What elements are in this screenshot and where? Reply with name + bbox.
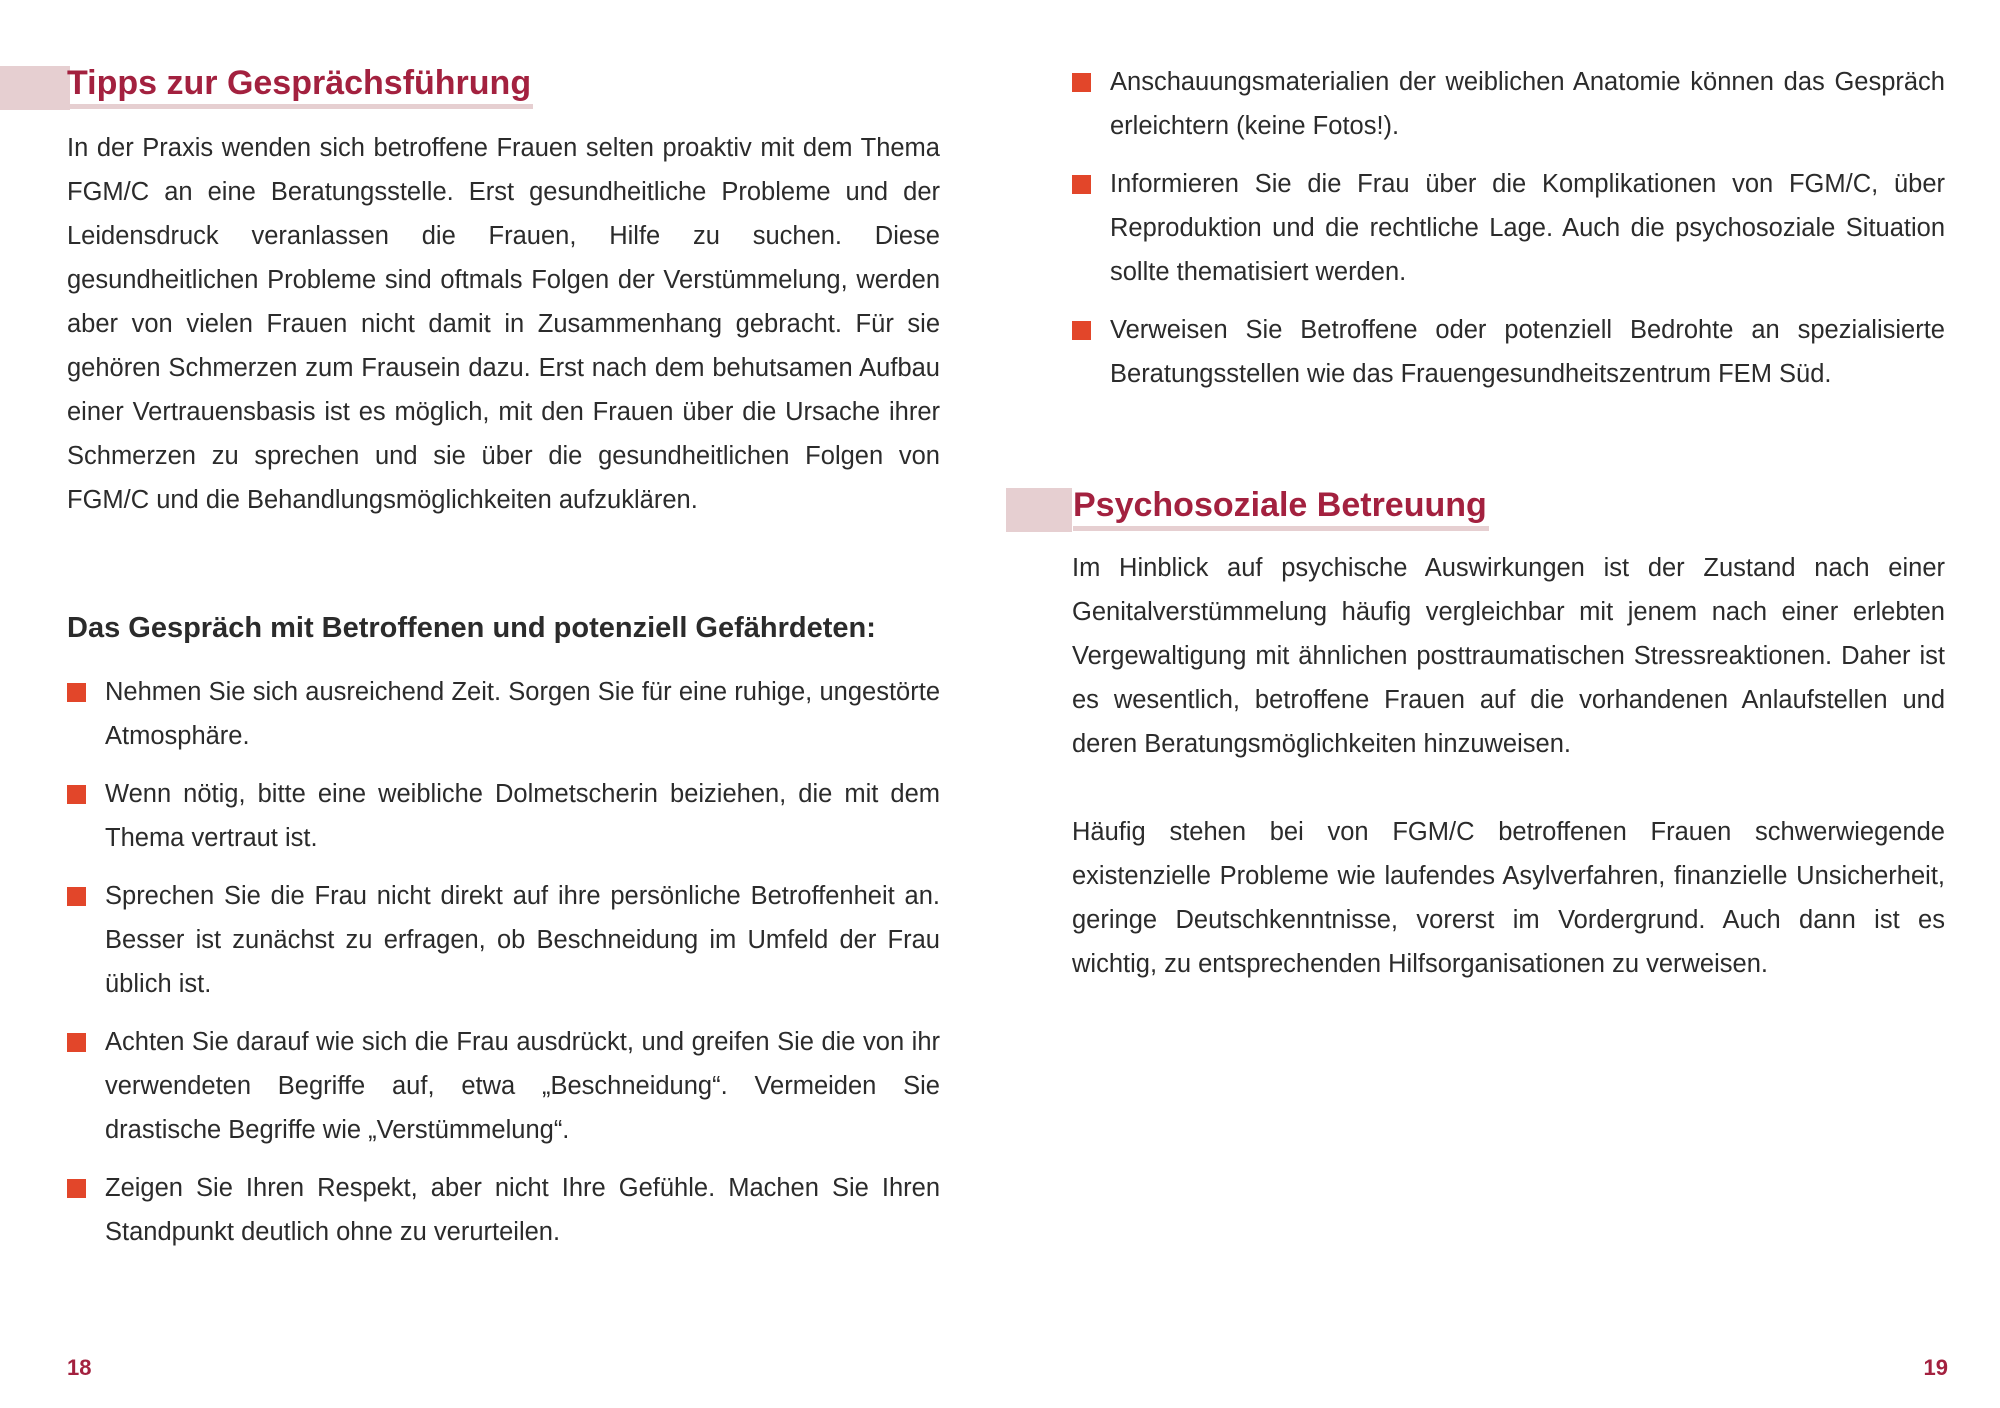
bullet-text: Wenn nötig, bitte eine weibliche Dolmetscherin beiziehen, die mit dem Thema vertraut ist. [105, 780, 940, 852]
subheading-gespraech: Das Gespräch mit Betroffenen und potenziell Gefährdeten: [67, 612, 876, 644]
left-bullet-list [67, 670, 940, 1268]
list-item [67, 874, 940, 1006]
bullet-square-icon [67, 785, 86, 804]
psychosocial-paragraph-2: Häufig stehen bei von FGM/C betroffenen Frauen schwerwiegende existenzielle Probleme wie laufendes Asylverfahren, finanzielle Unsicherheit, geringe Deutschkenntnisse, vorerst im Vordergrund. Auch dann ist es wichtig, zu entsprechenden Hilfsorganisationen zu verweisen. [1072, 818, 1945, 978]
list-item [67, 1020, 940, 1152]
bullet-square-icon [1072, 321, 1091, 340]
left-heading-block [0, 62, 532, 112]
list-item [67, 670, 940, 758]
bullet-text: Sprechen Sie die Frau nicht direkt auf ihre persönliche Betroffenheit an. Besser ist zunächst zu erfragen, ob Beschneidung im Umfeld der Frau üblich ist. [105, 882, 940, 998]
right-heading-block [1006, 484, 1486, 534]
list-item [1072, 60, 1945, 148]
bullet-square-icon [67, 1179, 86, 1198]
right-bullet-list [1072, 60, 1945, 410]
heading-accent-bar [1006, 488, 1072, 532]
list-item [67, 772, 940, 860]
psychosocial-paragraph-1: Im Hinblick auf psychische Auswirkungen ist der Zustand nach einer Genitalverstümmelung häufig vergleichbar mit jenem nach einer erlebten Vergewaltigung mit ähnlichen posttraumatischen Stressreaktionen. Daher ist es wesentlich, betroffene Frauen auf die vorhandenen Anlaufstellen und deren Beratungsmöglichkeiten hinzuweisen. [1072, 554, 1945, 758]
list-item [67, 1166, 940, 1254]
bullet-text: Zeigen Sie Ihren Respekt, aber nicht Ihre Gefühle. Machen Sie Ihren Standpunkt deutlich ohne zu verurteilen. [105, 1174, 940, 1246]
page-number-right: 19 [1923, 1355, 1948, 1380]
bullet-square-icon [1072, 175, 1091, 194]
right-page [1000, 0, 2000, 1408]
section-heading-psychosozial: Psychosoziale Betreuung [1073, 484, 1489, 531]
list-item [1072, 308, 1945, 396]
bullet-text: Achten Sie darauf wie sich die Frau ausdrückt, und greifen Sie die von ihr verwendeten Begriffe auf, etwa „Beschneidung“. Vermeiden Sie drastische Begriffe wie „Verstümmelung“. [105, 1028, 940, 1144]
heading-accent-bar [0, 66, 70, 110]
bullet-text: Anschauungsmaterialien der weiblichen Anatomie können das Gespräch erleichtern (keine Fotos!). [1110, 68, 1945, 140]
list-item [1072, 162, 1945, 294]
section-heading-tipps: Tipps zur Gesprächsführung [67, 62, 533, 109]
bullet-square-icon [67, 1033, 86, 1052]
bullet-text: Informieren Sie die Frau über die Komplikationen von FGM/C, über Reproduktion und die rechtliche Lage. Auch die psychosoziale Situation sollte thematisiert werden. [1110, 170, 1945, 286]
bullet-square-icon [67, 887, 86, 906]
bullet-text: Nehmen Sie sich ausreichend Zeit. Sorgen Sie für eine ruhige, ungestörte Atmosphäre. [105, 678, 940, 750]
bullet-square-icon [67, 683, 86, 702]
bullet-text: Verweisen Sie Betroffene oder potenziell Bedrohte an spezialisierte Beratungsstellen wie das Frauengesundheitszentrum FEM Süd. [1110, 316, 1945, 388]
intro-paragraph: In der Praxis wenden sich betroffene Frauen selten proaktiv mit dem Thema FGM/C an eine Beratungsstelle. Erst gesundheitliche Probleme und der Leidensdruck veranlassen die Frauen, Hilfe zu suchen. Diese gesundheitlichen Probleme sind oftmals Folgen der Verstümmelung, werden aber von vielen Frauen nicht damit in Zusammenhang gebracht. Für sie gehören Schmerzen zum Frausein dazu. Erst nach dem behutsamen Aufbau einer Vertrauensbasis ist es möglich, mit den Frauen über die Ursache ihrer Schmerzen zu sprechen und sie über die gesundheitlichen Folgen von FGM/C und die Behandlungsmöglichkeiten aufzuklären. [67, 134, 940, 514]
bullet-square-icon [1072, 73, 1091, 92]
page-number-left: 18 [67, 1355, 92, 1380]
